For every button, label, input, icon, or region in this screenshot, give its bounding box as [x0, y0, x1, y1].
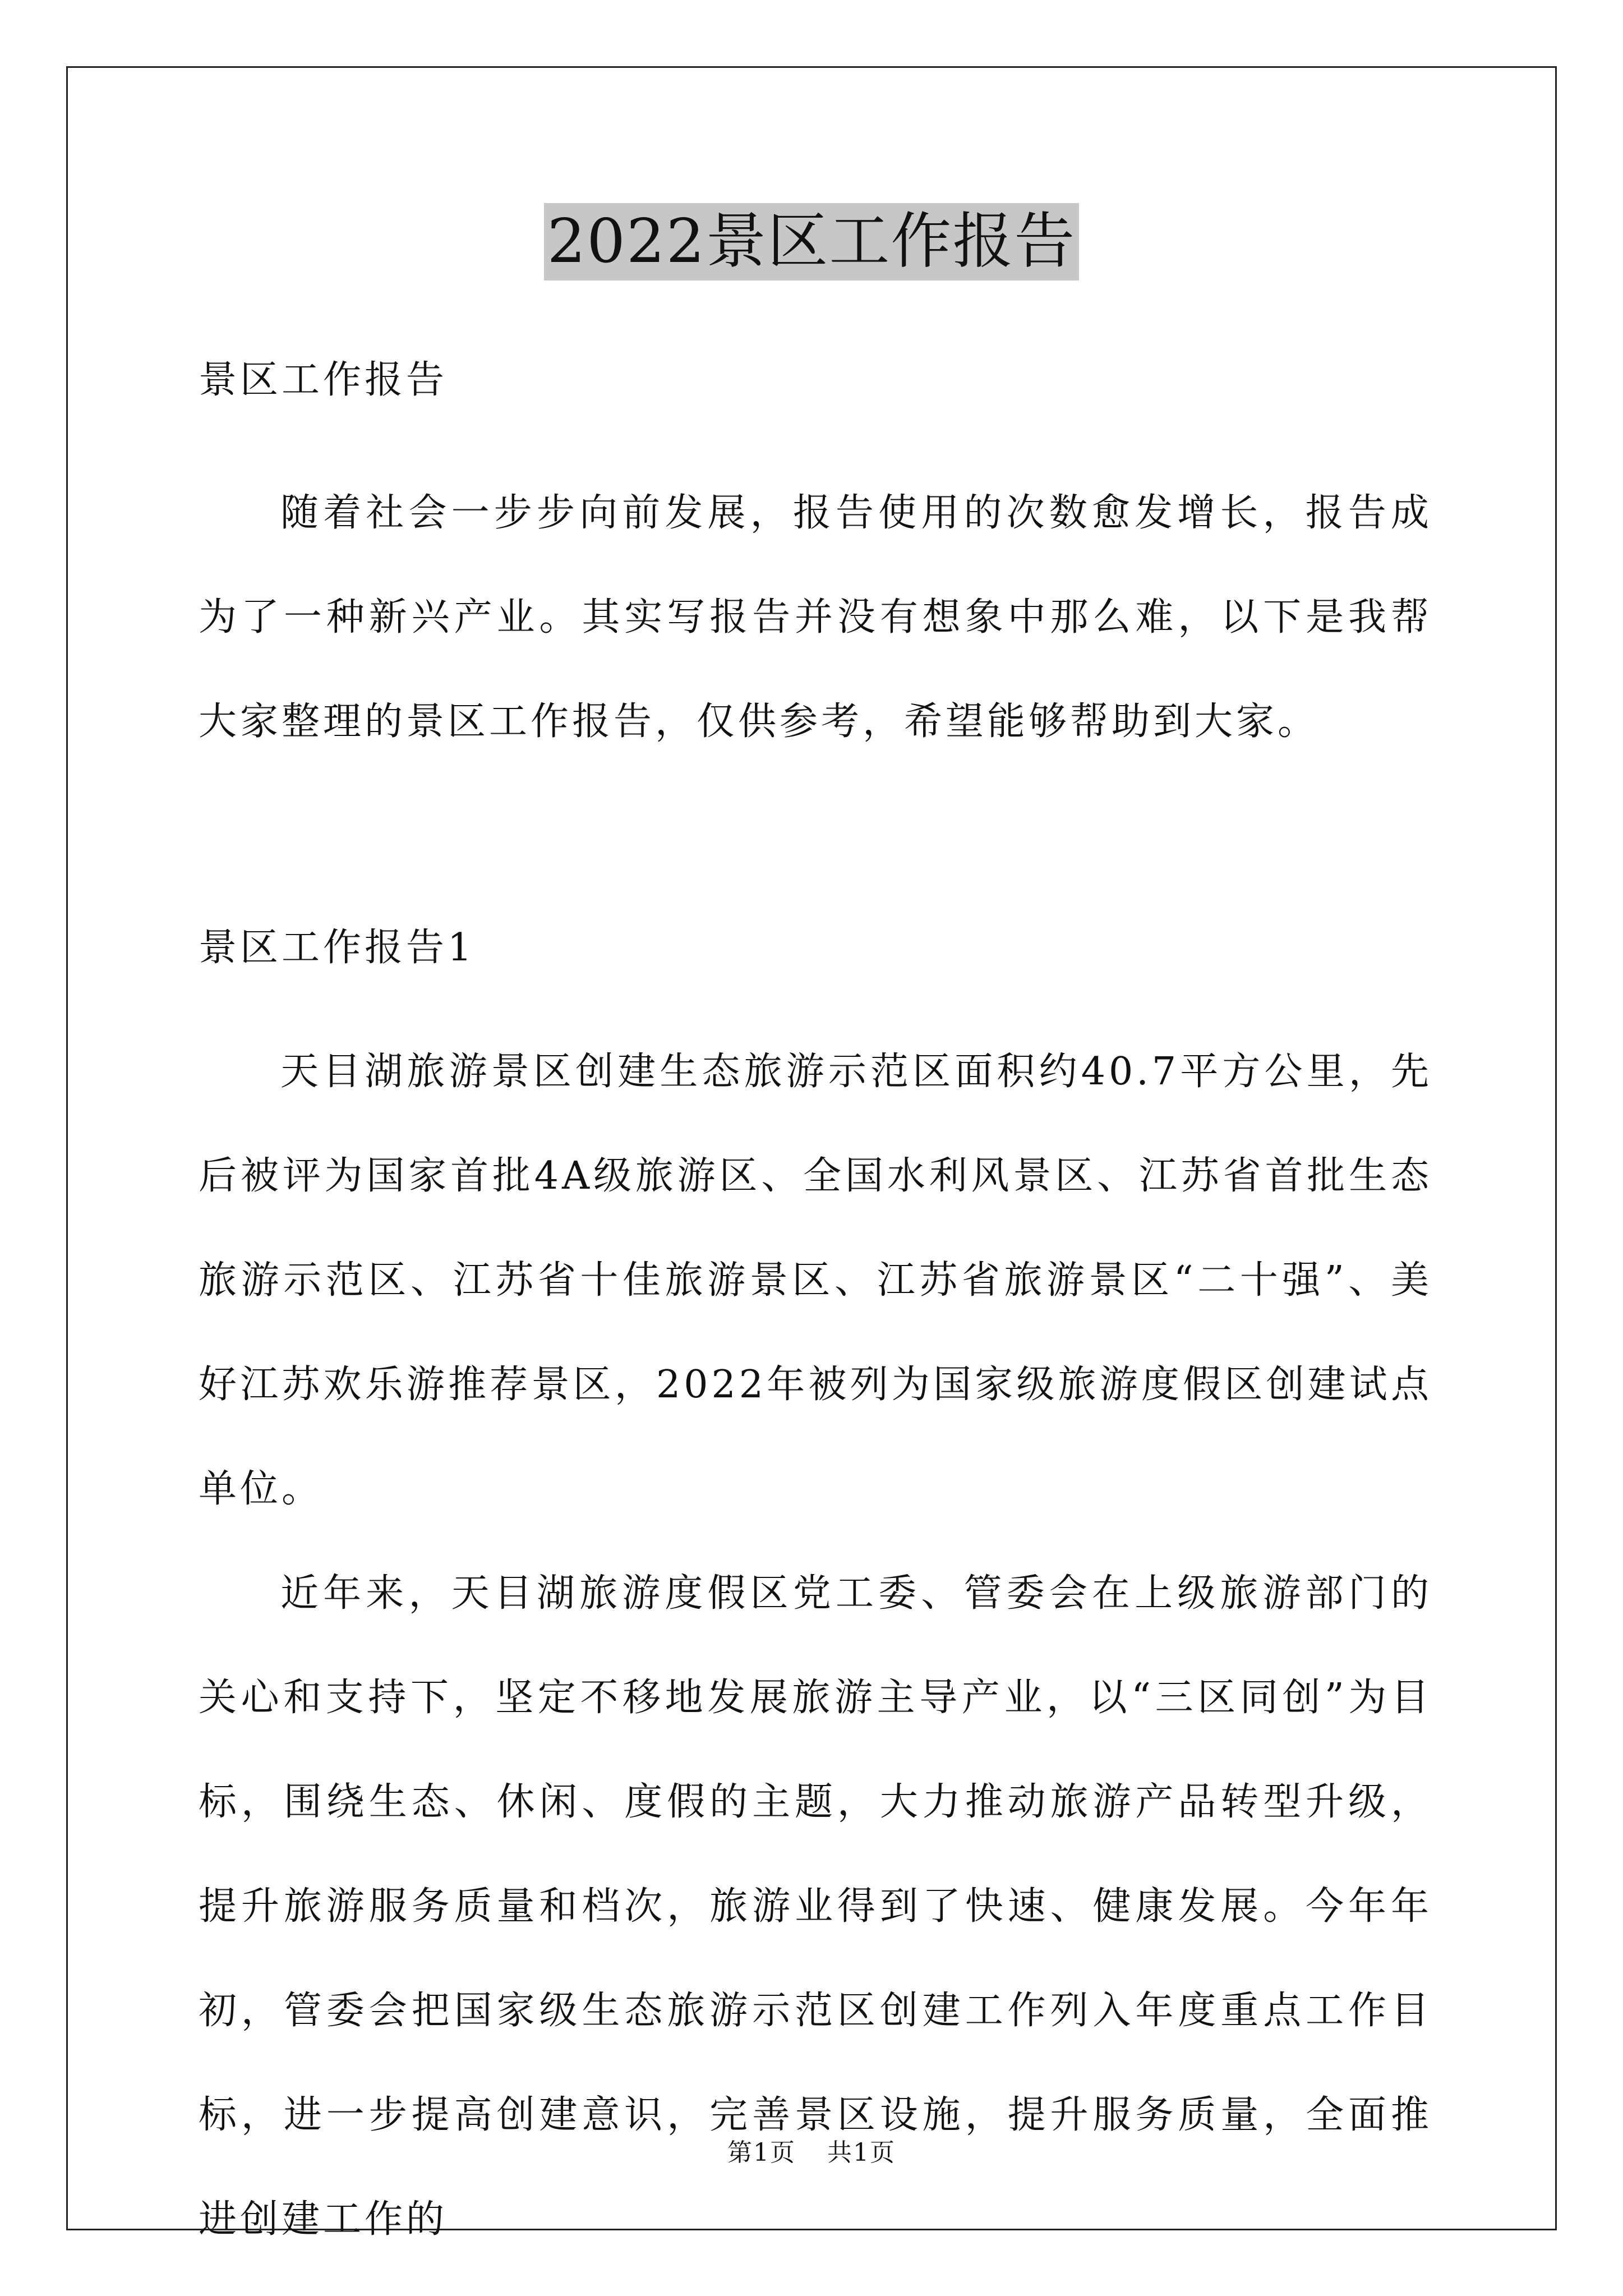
- spacer: [199, 976, 1432, 1020]
- page-total: 共1页: [827, 2138, 896, 2167]
- section-paragraph-2: 近年来，天目湖旅游度假区党工委、管委会在上级旅游部门的关心和支持下，坚定不移地发展旅游主导产业，以“三区同创”为目标，围绕生态、休闲、度假的主题，大力推动旅游产品转型升级，提升旅游服务质量和档次，旅游业得到了快速、健康发展。今年年初，管委会把国家级生态旅游示范区创建工作列入年度重点工作目标，进一步提高创建意识，完善景区设施，提升服务质量，全面推进创建工作的: [199, 1571, 1432, 2242]
- section-heading: 景区工作报告1: [199, 926, 476, 970]
- page-number: 第1页: [727, 2138, 796, 2167]
- section-paragraph-1: 天目湖旅游景区创建生态旅游示范区面积约40.7平方公里，先后被评为国家首批4A级旅游区、全国水利风景区、江苏省首批生态旅游示范区、江苏省十佳旅游景区、江苏省旅游景区“二十强”、美好江苏欢乐游推荐景区，2022年被列为国家级旅游度假区创建试点单位。: [199, 1050, 1432, 1511]
- subtitle-heading: 景区工作报告: [199, 358, 448, 402]
- intro-paragraph: 随着社会一步步向前发展，报告使用的次数愈发增长，报告成为了一种新兴产业。其实写报告并没有想象中那么难，以下是我帮大家整理的景区工作报告，仅供参考，希望能够帮助到大家。: [199, 491, 1432, 744]
- spacer: [199, 774, 1432, 920]
- spacer: [199, 408, 1432, 461]
- document-body: [199, 352, 1432, 2272]
- title-container: [0, 203, 1623, 280]
- page-footer: [0, 2136, 1623, 2170]
- document-title: 2022景区工作报告: [544, 203, 1080, 280]
